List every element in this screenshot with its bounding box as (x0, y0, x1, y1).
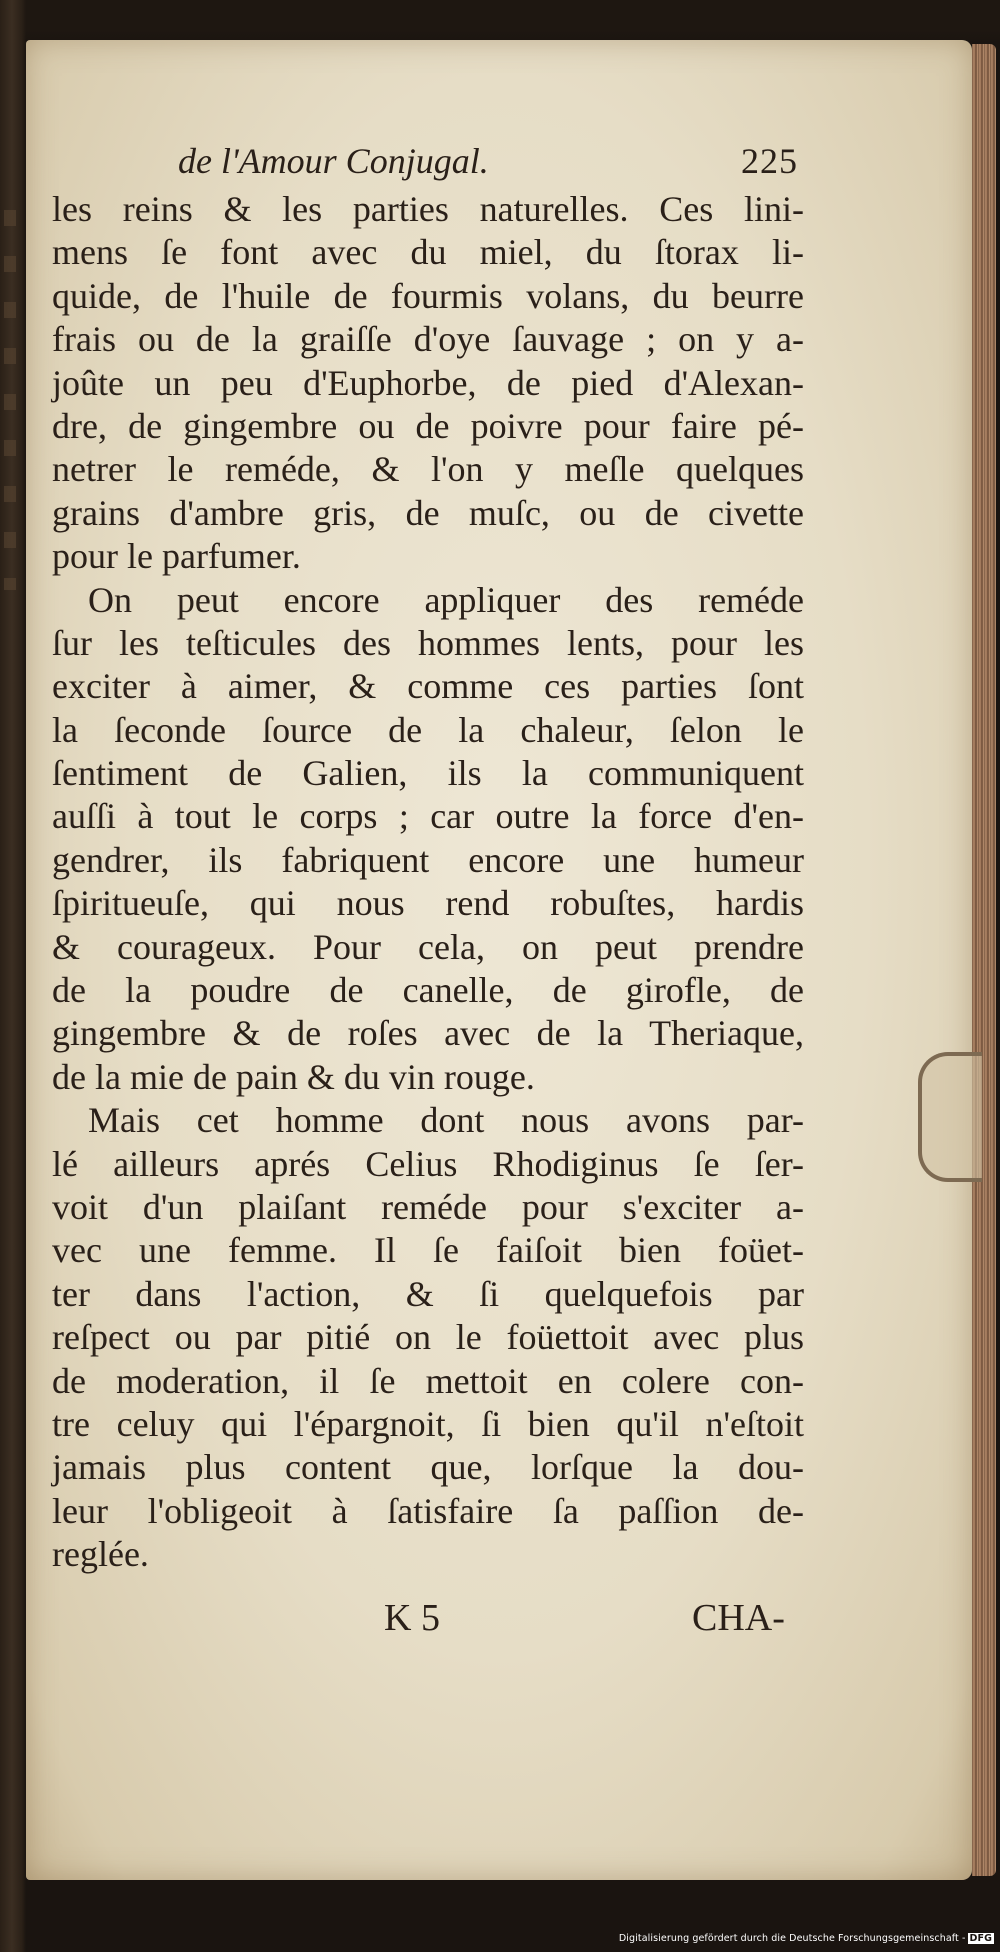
text-line: les reins & les parties naturelles. Ces lini- (52, 189, 804, 229)
text-line: quide, de l'huile de fourmis volans, du beurre (52, 275, 804, 316)
text-line: de la mie de pain & du vin rouge. (52, 1056, 535, 1097)
page-text-block (52, 140, 804, 1577)
text-line: exciter à aimer, & comme ces parties ſont (52, 666, 804, 707)
text-line: grains d'ambre gris, de muſc, ou de civette (52, 492, 804, 533)
text-line: jamais plus content que, lorſque la dou- (52, 1447, 804, 1488)
text-line: frais ou de la graiſſe d'oye ſauvage ; on y a- (52, 319, 804, 360)
text-line: vec une femme. Il ſe faiſoit bien foüet- (52, 1230, 804, 1271)
text-line: de la poudre de canelle, de girofle, de (52, 970, 804, 1011)
text-line: On peut encore appliquer des reméde (88, 579, 804, 620)
text-line: la ſeconde ſource de la chaleur, ſelon le (52, 709, 804, 750)
text-line: & courageux. Pour cela, on peut prendre (52, 926, 804, 967)
book-clasp (918, 1052, 982, 1182)
text-line: ter dans l'action, & ſi quelquefois par (52, 1273, 804, 1314)
left-page-bleed (4, 210, 16, 590)
text-line: netrer le reméde, & l'on y meſle quelques (52, 449, 804, 490)
running-header (52, 140, 804, 186)
text-line: tre celuy qui l'épargnoit, ſi bien qu'il n'eſtoit (52, 1403, 804, 1444)
text-line: leur l'obligeoit à ſatisfaire ſa paſſion de- (52, 1490, 804, 1531)
text-line: reglée. (52, 1534, 149, 1575)
text-line: auſſi à tout le corps ; car outre la force d'en- (52, 796, 804, 837)
text-line: mens ſe font avec du miel, du ſtorax li- (52, 232, 804, 273)
text-line: reſpect ou par pitié on le foüettoit avec plus (52, 1317, 804, 1358)
text-line: Mais cet homme dont nous avons par- (88, 1100, 804, 1141)
text-line: joûte un peu d'Euphorbe, de pied d'Alexan- (52, 362, 804, 403)
text-line: dre, de gingembre ou de poivre pour faire pé- (52, 405, 804, 446)
page-fore-edge (972, 44, 996, 1876)
text-line: ſpiritueuſe, qui nous rend robuſtes, hardis (52, 883, 804, 924)
text-line: ſentiment de Galien, ils la communiquent (52, 753, 804, 794)
text-line: gendrer, ils fabriquent encore une humeur (52, 839, 804, 880)
text-line: lé ailleurs aprés Celius Rhodiginus ſe ſer- (52, 1143, 804, 1184)
dfg-logo: DFG (969, 1933, 992, 1944)
credit-text: Digitalisierung gefördert durch die Deutsche Forschungsgemeinschaft - (618, 1933, 966, 1944)
page-number: 225 (741, 141, 798, 181)
body-text (52, 188, 804, 1577)
text-line: gingembre & de roſes avec de la Theriaque, (52, 1013, 804, 1054)
text-line: pour le parfumer. (52, 536, 301, 577)
running-head: de l'Amour Conjugal. (178, 141, 489, 181)
text-line: voit d'un plaiſant reméde pour s'exciter a- (52, 1186, 804, 1227)
text-line: ſur les teſticules des hommes lents, pour les (52, 622, 804, 663)
text-line: de moderation, il ſe mettoit en colere con- (52, 1360, 804, 1401)
digitization-credit (619, 1933, 994, 1944)
signature-mark: K 5 (384, 1597, 440, 1639)
catchword: CHA- (692, 1597, 785, 1639)
